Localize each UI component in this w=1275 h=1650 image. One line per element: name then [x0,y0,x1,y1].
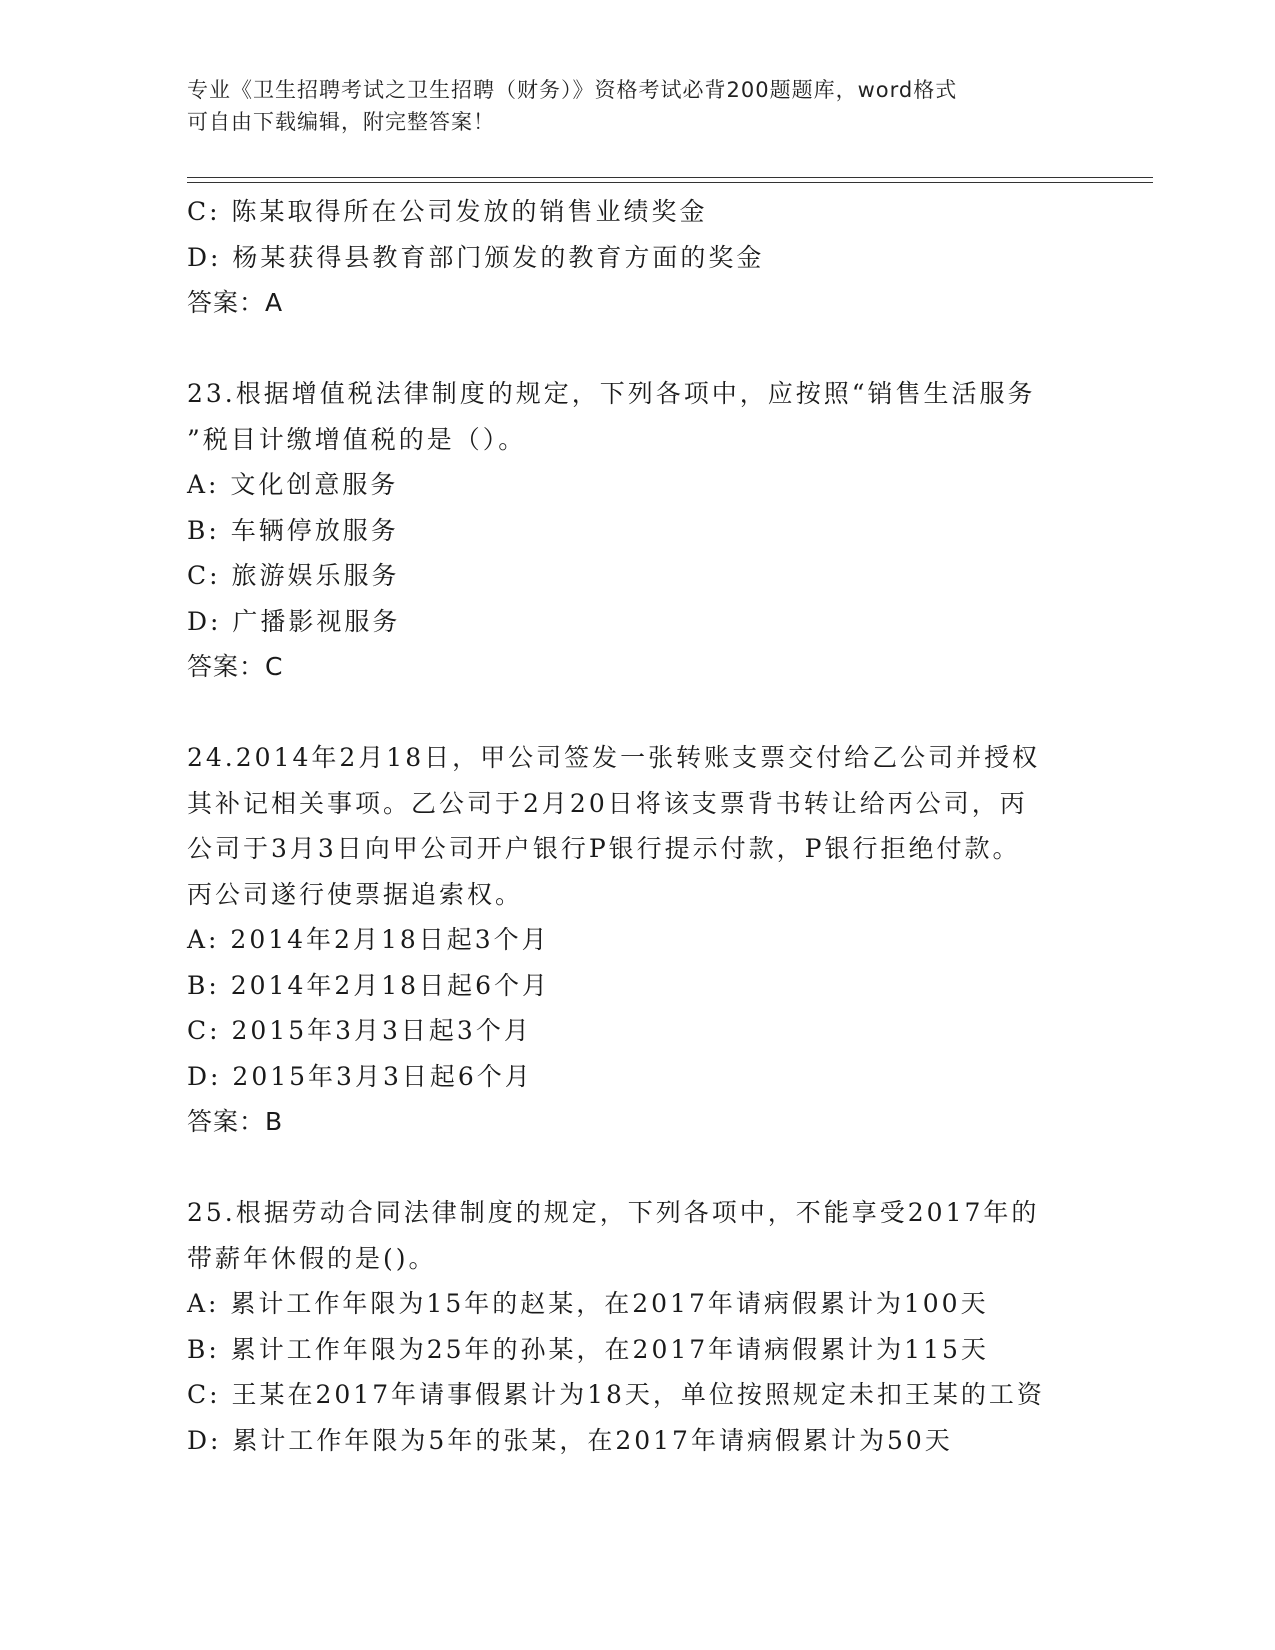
header-divider-bottom [187,182,1153,183]
answer-line: 答案：C [187,652,284,681]
option-c: C: 2015年3月3日起3个月 [187,1016,532,1045]
option-d: D: 杨某获得县教育部门颁发的教育方面的奖金 [187,242,765,272]
question-22-tail [187,189,1087,326]
spacer [187,690,1087,736]
question-stem: ”税目计缴增值税的是（）。 [187,424,527,454]
question-stem: 24.2014年2月18日，甲公司签发一张转账支票交付给乙公司并授权 [187,743,1041,772]
header-title-line-1: 专业《卫生招聘考试之卫生招聘（财务）》资格考试必背200题题库，word格式 [187,78,958,102]
question-list [187,189,1087,1463]
answer-line: 答案：B [187,1107,284,1136]
option-b: B: 累计工作年限为25年的孙某，在2017年请病假累计为115天 [187,1334,989,1364]
option-c: C: 陈某取得所在公司发放的销售业绩奖金 [187,197,708,226]
header-divider-top [187,177,1153,178]
option-d: D: 2015年3月3日起6个月 [187,1061,533,1091]
option-d: D: 广播影视服务 [187,606,401,636]
question-stem: 其补记相关事项。乙公司于2月20日将该支票背书转让给丙公司，丙 [187,788,1028,818]
question-stem: 25.根据劳动合同法律制度的规定，下列各项中，不能享受2017年的 [187,1198,1040,1227]
question-23 [187,371,1087,690]
question-stem: 带薪年休假的是()。 [187,1243,437,1273]
header-title-line-2: 可自由下载编辑，附完整答案！ [187,110,495,134]
question-25 [187,1190,1087,1463]
spacer [187,1145,1087,1191]
option-b: B: 2014年2月18日起6个月 [187,970,550,1000]
spacer [187,326,1087,372]
option-a: A: 2014年2月18日起3个月 [187,925,550,954]
option-c: C: 王某在2017年请事假累计为18天，单位按照规定未扣王某的工资 [187,1380,1045,1409]
option-d: D: 累计工作年限为5年的张某，在2017年请病假累计为50天 [187,1425,953,1455]
option-a: A: 累计工作年限为15年的赵某，在2017年请病假累计为100天 [187,1289,989,1318]
question-stem: 23.根据增值税法律制度的规定，下列各项中，应按照“销售生活服务 [187,379,1036,408]
answer-line: 答案：A [187,288,284,317]
question-stem: 丙公司遂行使票据追索权。 [187,879,524,909]
option-a: A: 文化创意服务 [187,470,399,499]
option-b: B: 车辆停放服务 [187,515,399,545]
document-header [187,74,1087,138]
question-stem: 公司于3月3日向甲公司开户银行P银行提示付款，P银行拒绝付款。 [187,834,1021,863]
question-24 [187,735,1087,1145]
option-c: C: 旅游娱乐服务 [187,561,400,590]
